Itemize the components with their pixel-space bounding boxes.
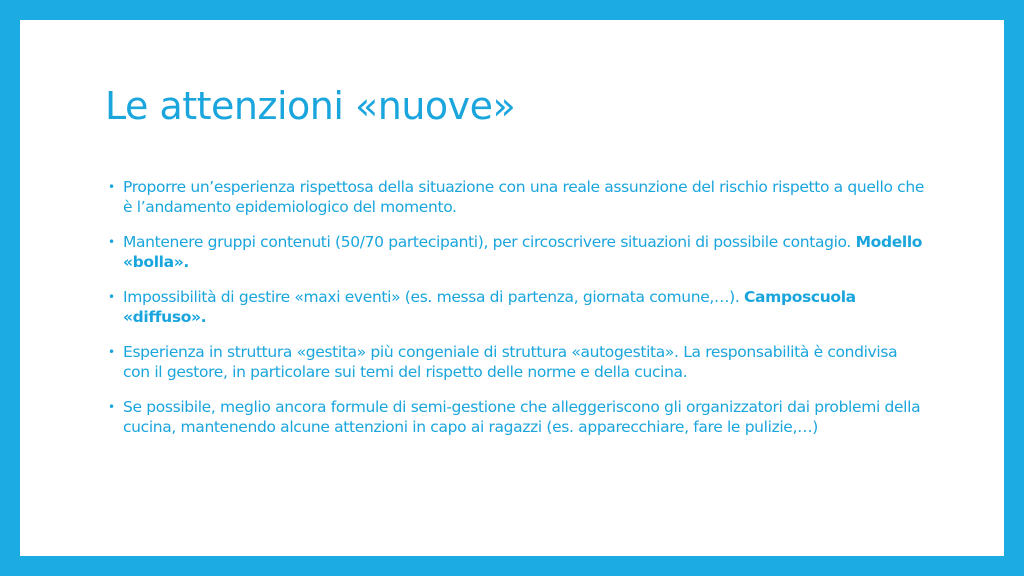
bullet-list [106,177,926,452]
bullet-text: Mantenere gruppi contenuti (50/70 partecipanti), per circoscrivere situazioni di possibile contagio. [123,233,856,251]
bullet-dot-icon: • [108,400,115,414]
bullet-text: Proporre un’esperienza rispettosa della situazione con una reale assunzione del rischio rispetto a quello che è l’andamento epidemiologico del momento. [123,178,925,216]
slide-title: Le attenzioni «nuove» [105,84,516,128]
bullet-text: Impossibilità di gestire «maxi eventi» (es. messa di partenza, giornata comune,…). [123,288,745,306]
bullet-dot-icon: • [108,180,115,194]
bullet-dot-icon: • [108,235,115,249]
bullet-bold-text: Camposcuola «diffuso». [123,288,856,326]
bullet-item [106,287,926,327]
bullet-item [106,397,926,437]
bullet-dot-icon: • [108,345,115,359]
bullet-bold-text: Modello «bolla». [123,233,923,271]
bullet-text: Esperienza in struttura «gestita» più congeniale di struttura «autogestita». La responsabilità è condivisa con il gestore, in particolare sui temi del rispetto delle norme e della cucina. [123,343,898,381]
bullet-text: Se possibile, meglio ancora formule di semi-gestione che alleggeriscono gli organizzatori dai problemi della cucina, mantenendo alcune attenzioni in capo ai ragazzi (es. apparecchiare, fare le pulizie,…) [123,398,921,436]
bullet-item [106,342,926,382]
bullet-item [106,232,926,272]
slide-canvas [20,20,1004,556]
bullet-dot-icon: • [108,290,115,304]
bullet-item [106,177,926,217]
